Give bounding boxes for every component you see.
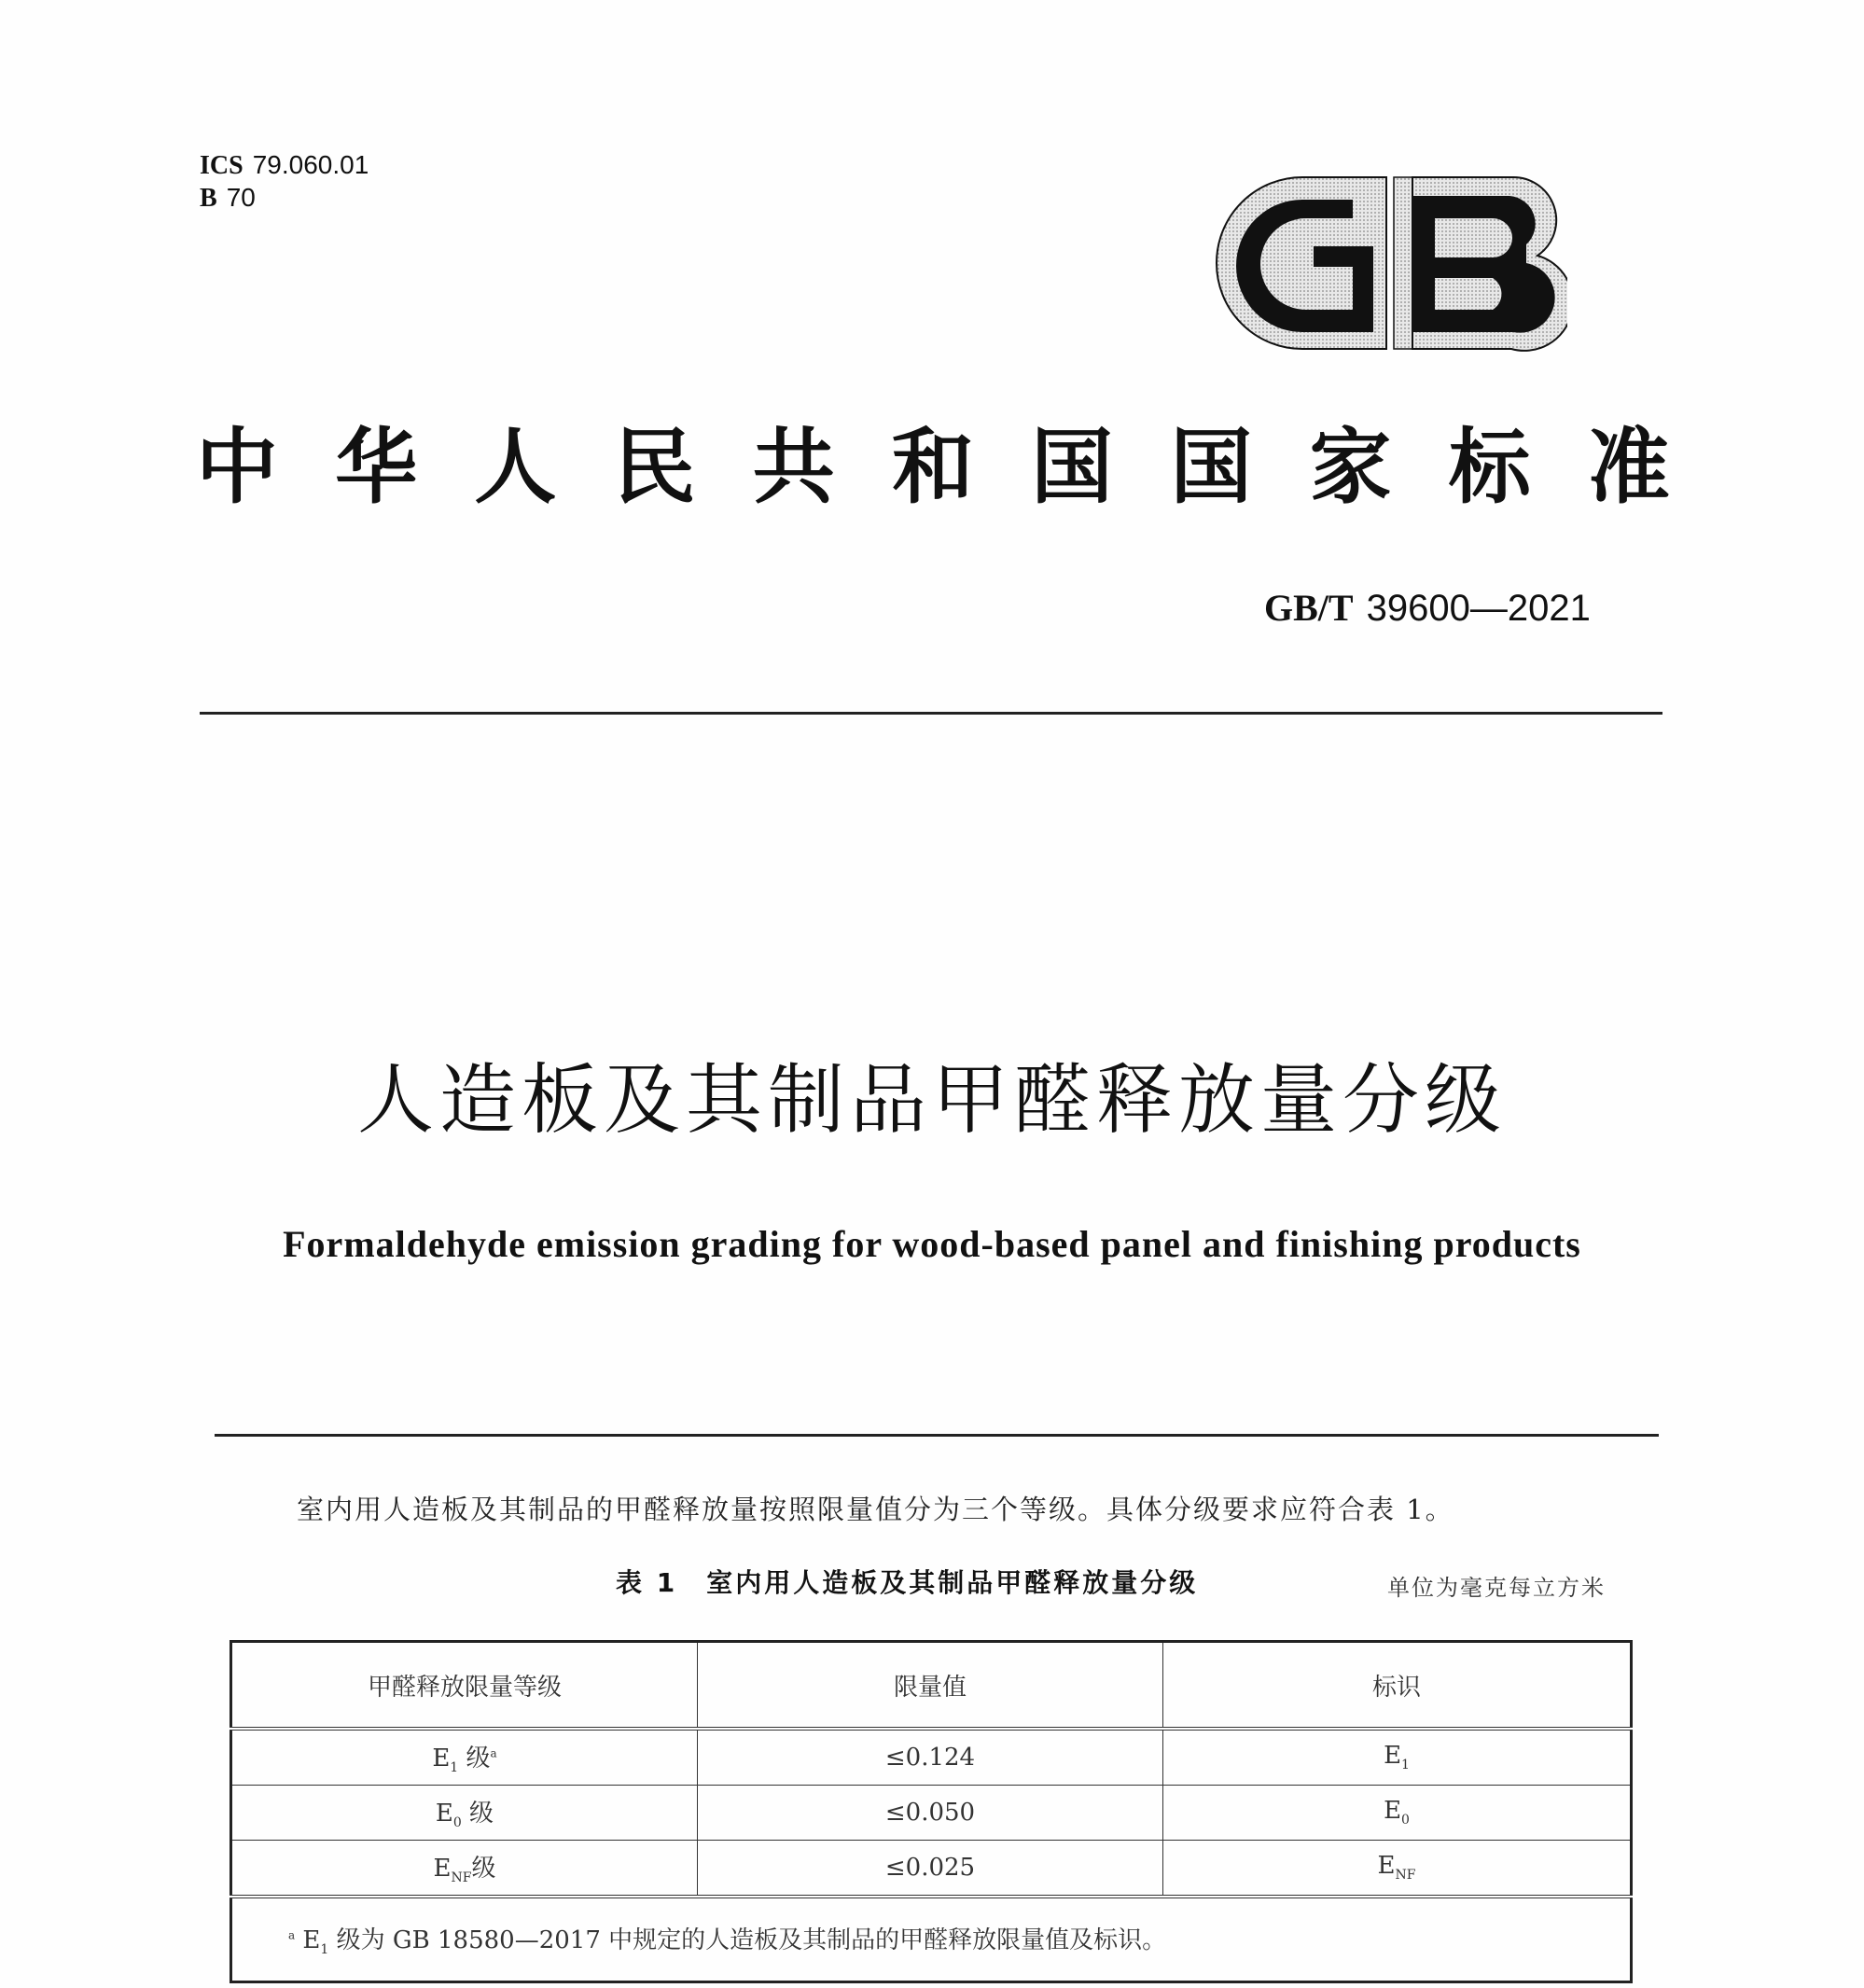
limit-cell: ≤0.025 <box>697 1841 1162 1898</box>
header-mark: 标识 <box>1163 1642 1632 1730</box>
grading-table <box>230 1640 1633 1983</box>
ics-line: ICS 79.060.01 <box>200 150 369 180</box>
header-divider <box>200 712 1662 715</box>
mark-cell: $E_0$ <box>1163 1786 1632 1841</box>
table-footnote: $^a$ $E_1$ 级为 GB 18580—2017 中规定的人造板及其制品的甲醛释放限量值及标识。 <box>231 1897 1632 1982</box>
grade-cell: $E_{NF}$级 <box>231 1841 698 1898</box>
ccs-line: B 70 <box>200 183 256 213</box>
standard-number: GB/T 39600—2021 <box>1264 587 1591 629</box>
classification-codes <box>200 149 369 215</box>
table-header-row <box>231 1642 1632 1730</box>
limit-cell: ≤0.124 <box>697 1729 1162 1786</box>
table-caption: 表 1 室内用人造板及其制品甲醛释放量分级 <box>616 1567 1199 1598</box>
table-row <box>231 1786 1632 1841</box>
grade-cell: $E_0$ 级 <box>231 1786 698 1841</box>
table-footnote-row <box>231 1897 1632 1982</box>
table-unit: 单位为毫克每立方米 <box>1387 1575 1606 1601</box>
body-paragraph: 室内用人造板及其制品的甲醛释放量按照限量值分为三个等级。具体分级要求应符合表 1。 <box>297 1494 1454 1525</box>
table-row <box>231 1841 1632 1898</box>
header-limit: 限量值 <box>697 1642 1162 1730</box>
header-grade: 甲醛释放限量等级 <box>231 1642 698 1730</box>
mark-cell: $E_{NF}$ <box>1163 1841 1632 1898</box>
title-divider <box>215 1434 1659 1437</box>
document-title-english: Formaldehyde emission grading for wood-based panel and finishing products <box>283 1223 1581 1265</box>
grade-cell: $E_1$ 级$^a$ <box>231 1729 698 1786</box>
table-row <box>231 1729 1632 1786</box>
gb-logo-icon <box>1213 174 1567 353</box>
national-standard-title: 中 华 人 民 共 和 国 国 家 标 准 <box>196 418 1670 515</box>
limit-cell: ≤0.050 <box>697 1786 1162 1841</box>
document-title-chinese: 人造板及其制品甲醛释放量分级 <box>356 1056 1507 1145</box>
mark-cell: $E_1$ <box>1163 1729 1632 1786</box>
